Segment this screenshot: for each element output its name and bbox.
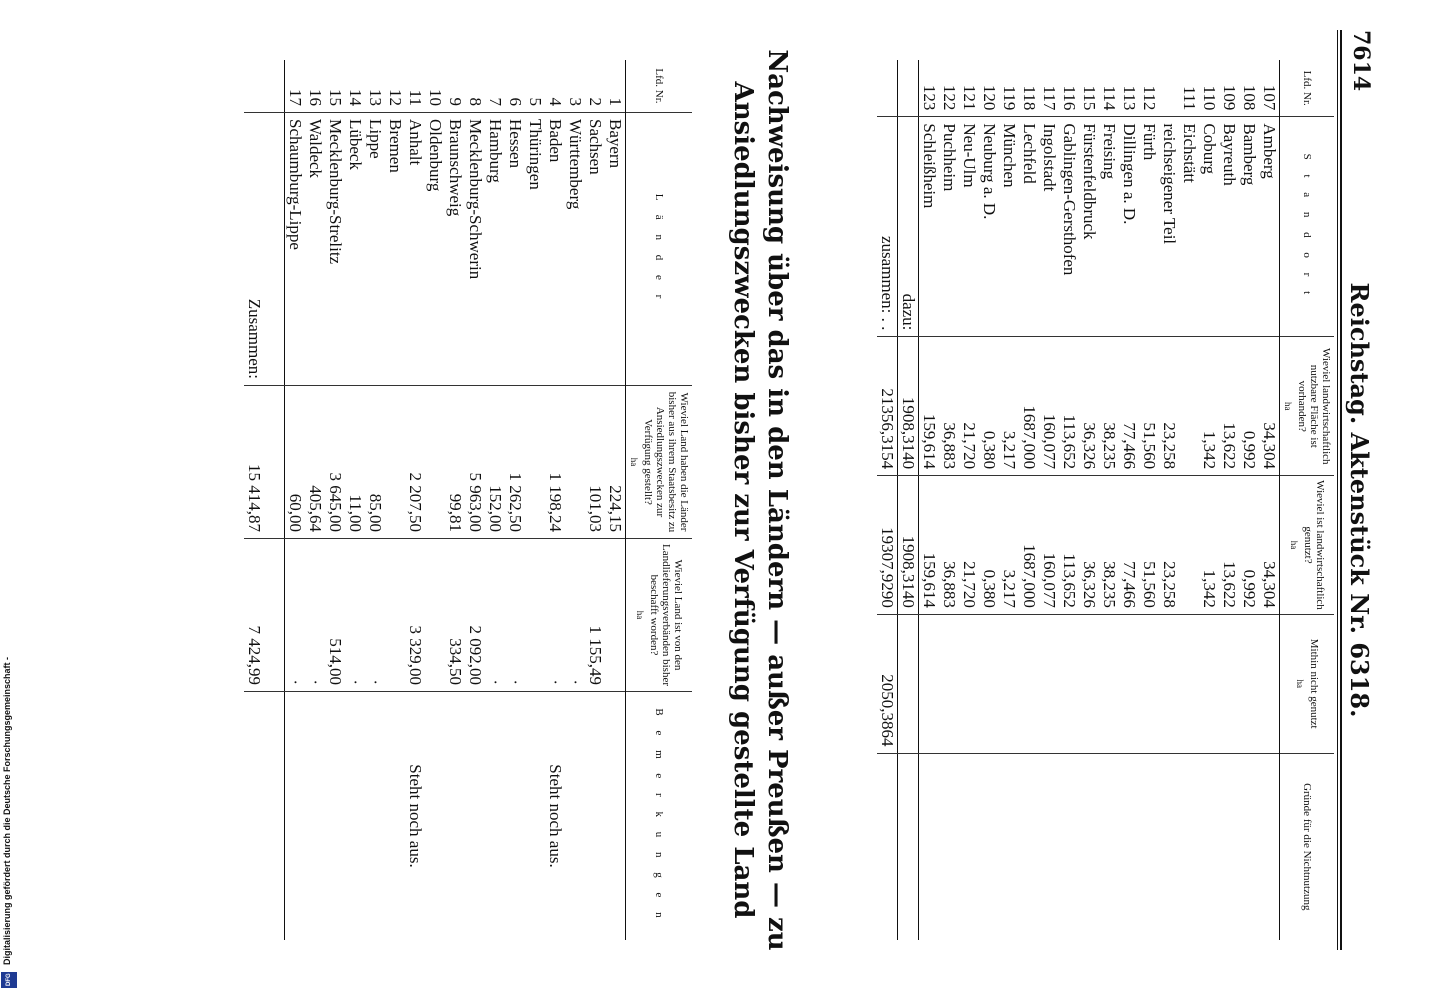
cell-land: Hamburg bbox=[485, 113, 505, 386]
cell-remark bbox=[285, 692, 306, 941]
col-remarks: B e m e r k u n g e n bbox=[626, 692, 693, 941]
cell-remark bbox=[585, 692, 605, 941]
footer-text: Digitalisierung gefördert durch die Deutsche Forschungsgemeinschaft - bbox=[2, 656, 12, 965]
table-row bbox=[565, 60, 585, 940]
sum-row bbox=[244, 60, 285, 940]
cell-standort: reichseigener Teil bbox=[1159, 117, 1179, 337]
cell-area: 77,466 bbox=[1119, 337, 1139, 476]
table-row bbox=[405, 60, 425, 940]
cell-remark bbox=[445, 692, 465, 941]
cell-area: 36,883 bbox=[939, 337, 959, 476]
cell-procured: 2 092,00 bbox=[465, 539, 485, 692]
page-header bbox=[1342, 0, 1382, 1000]
table-row bbox=[465, 60, 485, 940]
cell-used: 51,560 bbox=[1139, 476, 1159, 615]
cell-standort: Ingolstadt bbox=[1039, 117, 1059, 337]
cell-used: 77,466 bbox=[1119, 476, 1139, 615]
unit-label: ha bbox=[1283, 402, 1293, 411]
unit-label: ha bbox=[1289, 540, 1299, 550]
cell-given: 5 963,00 bbox=[465, 386, 485, 539]
cell-nr: 120 bbox=[980, 84, 999, 111]
cell-nr bbox=[244, 60, 285, 113]
header-rule-thin bbox=[1337, 30, 1338, 950]
cell-remark bbox=[565, 692, 585, 941]
col-procured bbox=[626, 539, 693, 692]
cell-nr: 121 bbox=[960, 84, 979, 111]
header-rule bbox=[1340, 30, 1342, 950]
cell-land: Bremen bbox=[385, 113, 405, 386]
cell-not-used bbox=[1079, 614, 1099, 753]
table-row bbox=[525, 60, 545, 940]
cell-nr: 111 bbox=[1180, 86, 1199, 111]
cell-procured: · bbox=[485, 539, 505, 692]
cell-land: Mecklenburg-Strelitz bbox=[325, 113, 345, 386]
cell-given: 11,00 bbox=[345, 386, 365, 539]
laender-table-header bbox=[626, 60, 693, 940]
cell-nr: 113 bbox=[1120, 85, 1139, 111]
cell-nr: 117 bbox=[1040, 85, 1059, 111]
cell-reason bbox=[1239, 753, 1259, 940]
cell-given: 60,00 bbox=[285, 386, 306, 539]
cell-remark: Steht noch aus. bbox=[405, 692, 425, 941]
cell-nr: 12 bbox=[386, 89, 405, 106]
cell-standort: Eichstätt bbox=[1179, 117, 1199, 337]
table-row bbox=[1219, 60, 1239, 940]
cell-standort: Freising bbox=[1099, 117, 1119, 337]
cell-procured: 3 329,00 bbox=[405, 539, 425, 692]
cell-land: Schaumburg-Lippe bbox=[285, 113, 306, 386]
cell-nr: 123 bbox=[920, 84, 939, 111]
cell-not-used bbox=[1159, 614, 1179, 753]
cell-procured bbox=[425, 539, 445, 692]
cell-used: 0,380 bbox=[979, 476, 999, 615]
cell-reason bbox=[979, 753, 999, 940]
cell-area bbox=[1179, 337, 1199, 476]
cell-land: Hessen bbox=[505, 113, 525, 386]
cell-remark bbox=[505, 692, 525, 941]
cell-nr: 3 bbox=[566, 97, 585, 106]
cell-reason bbox=[1099, 753, 1119, 940]
unit-label: ha bbox=[1295, 679, 1305, 688]
table-row bbox=[325, 60, 345, 940]
table-row bbox=[605, 60, 626, 940]
cell-nr: 114 bbox=[1100, 85, 1119, 111]
unit-label: ha bbox=[635, 610, 645, 620]
col-given bbox=[626, 386, 693, 539]
col-given-label: Wieviel Land haben die Länder bisher aus ihrem Staatsbesitz zu Ansiedlungszwecken zur Verfügung gestellt? bbox=[642, 391, 690, 533]
cell-nr: 110 bbox=[1200, 85, 1219, 111]
table-row bbox=[305, 60, 325, 940]
cell-land: Oldenburg bbox=[425, 113, 445, 386]
cell-land: Baden bbox=[545, 113, 565, 386]
cell-land: Waldeck bbox=[305, 113, 325, 386]
standort-table-body bbox=[877, 60, 1280, 940]
cell-nr bbox=[898, 60, 919, 117]
cell-given: 152,00 bbox=[485, 386, 505, 539]
standort-table bbox=[877, 60, 1334, 940]
cell-not-used bbox=[1119, 614, 1139, 753]
table-row bbox=[919, 60, 940, 940]
cell-used: 23,258 bbox=[1159, 476, 1179, 615]
cell-area: 113,652 bbox=[1059, 337, 1079, 476]
page-title: Reichstag. Aktenstück Nr. 6318. bbox=[1345, 282, 1374, 718]
cell-used: 1687,000 bbox=[1019, 476, 1039, 615]
cell-not-used bbox=[1039, 614, 1059, 753]
cell-procured: · bbox=[285, 539, 306, 692]
cell-area: 3,217 bbox=[999, 337, 1019, 476]
table-row bbox=[1239, 60, 1259, 940]
table-row bbox=[365, 60, 385, 940]
cell-nr: 1 bbox=[606, 97, 625, 106]
cell-remark bbox=[465, 692, 485, 941]
table-row bbox=[1119, 60, 1139, 940]
cell-standort: Puchheim bbox=[939, 117, 959, 337]
cell-used: 1,342 bbox=[1199, 476, 1219, 615]
cell-given: 224,15 bbox=[605, 386, 626, 539]
cell-procured: · bbox=[305, 539, 325, 692]
cell-given: 85,00 bbox=[365, 386, 385, 539]
cell-not-used bbox=[999, 614, 1019, 753]
cell-standort: München bbox=[999, 117, 1019, 337]
cell-reason bbox=[999, 753, 1019, 940]
cell-reason bbox=[1039, 753, 1059, 940]
cell-standort: Gablingen-Gersthofen bbox=[1059, 117, 1079, 337]
subtotal-label: dazu: bbox=[898, 117, 919, 337]
col-area bbox=[1280, 337, 1335, 476]
cell-remark bbox=[485, 692, 505, 941]
col-nr: Lfd. Nr. bbox=[626, 60, 693, 113]
total-not-used: 2050,3864 bbox=[877, 614, 898, 753]
table-row bbox=[959, 60, 979, 940]
laender-table bbox=[244, 60, 692, 940]
cell-used: 36,326 bbox=[1079, 476, 1099, 615]
cell-land: Württemberg bbox=[565, 113, 585, 386]
cell-given bbox=[425, 386, 445, 539]
cell-nr: 15 bbox=[326, 89, 345, 106]
cell-standort: Bayreuth bbox=[1219, 117, 1239, 337]
cell-procured: · bbox=[365, 539, 385, 692]
cell-reason bbox=[959, 753, 979, 940]
cell-nr: 11 bbox=[406, 89, 425, 106]
cell-reason bbox=[1199, 753, 1219, 940]
cell-not-used bbox=[1259, 614, 1280, 753]
cell-standort: Fürstenfeldbruck bbox=[1079, 117, 1099, 337]
cell-remark bbox=[385, 692, 405, 941]
cell-given: 1 198,24 bbox=[545, 386, 565, 539]
cell-given: 3 645,00 bbox=[325, 386, 345, 539]
cell-nr: 16 bbox=[306, 89, 325, 106]
table-row bbox=[385, 60, 405, 940]
table-row bbox=[485, 60, 505, 940]
cell-used bbox=[1179, 476, 1199, 615]
table-row bbox=[1019, 60, 1039, 940]
total-area: 21356,3154 bbox=[877, 337, 898, 476]
cell-reason bbox=[1059, 753, 1079, 940]
cell-procured: · bbox=[565, 539, 585, 692]
total-row bbox=[877, 60, 898, 940]
cell-remark bbox=[425, 692, 445, 941]
cell-procured: · bbox=[505, 539, 525, 692]
cell-procured: 334,50 bbox=[445, 539, 465, 692]
cell-land: Lübeck bbox=[345, 113, 365, 386]
subtotal-row bbox=[898, 60, 919, 940]
cell-reason bbox=[1019, 753, 1039, 940]
cell-nr: 5 bbox=[526, 97, 545, 106]
cell-land: Braunschweig bbox=[445, 113, 465, 386]
cell-nr: 8 bbox=[466, 97, 485, 106]
cell-land: Lippe bbox=[365, 113, 385, 386]
table-row bbox=[1059, 60, 1079, 940]
subtotal-used: 1908,3140 bbox=[898, 476, 919, 615]
table-row bbox=[1099, 60, 1119, 940]
dfg-footer bbox=[0, 580, 20, 990]
cell-used: 13,622 bbox=[1219, 476, 1239, 615]
cell-land: Thüringen bbox=[525, 113, 545, 386]
cell-nr bbox=[877, 60, 898, 117]
cell-reason bbox=[919, 753, 940, 940]
cell-not-used bbox=[1019, 614, 1039, 753]
table-row bbox=[1079, 60, 1099, 940]
col-used-label: Wieviel ist landwirtschaftlich genutzt? bbox=[1302, 480, 1326, 610]
cell-nr: 118 bbox=[1020, 85, 1039, 111]
total-label: zusammen: . . bbox=[877, 117, 898, 337]
cell-nr: 9 bbox=[446, 97, 465, 106]
sum-given: 15 414,87 bbox=[244, 386, 285, 539]
cell-area: 34,304 bbox=[1259, 337, 1280, 476]
cell-given: 405,64 bbox=[305, 386, 325, 539]
table-row bbox=[1199, 60, 1219, 940]
cell-standort: Lechfeld bbox=[1019, 117, 1039, 337]
cell-given: 101,03 bbox=[585, 386, 605, 539]
cell-nr: 6 bbox=[506, 97, 525, 106]
cell-nr: 115 bbox=[1080, 85, 1099, 111]
cell-remark: Steht noch aus. bbox=[545, 692, 565, 941]
cell-standort: Neuburg a. D. bbox=[979, 117, 999, 337]
cell-area: 36,326 bbox=[1079, 337, 1099, 476]
cell-empty bbox=[877, 753, 898, 940]
sum-procured: 7 424,99 bbox=[244, 539, 285, 692]
cell-nr: 2 bbox=[586, 97, 605, 106]
cell-reason bbox=[1219, 753, 1239, 940]
table-row bbox=[425, 60, 445, 940]
cell-used: 3,217 bbox=[999, 476, 1019, 615]
cell-nr: 112 bbox=[1140, 85, 1159, 111]
table-row bbox=[999, 60, 1019, 940]
cell-area: 1,342 bbox=[1199, 337, 1219, 476]
cell-procured: · bbox=[345, 539, 365, 692]
col-not-used-label: Mithin nicht genutzt bbox=[1308, 638, 1320, 729]
cell-reason bbox=[1179, 753, 1199, 940]
subtotal-area: 1908,3140 bbox=[898, 337, 919, 476]
cell-area: 0,380 bbox=[979, 337, 999, 476]
cell-nr: 4 bbox=[546, 97, 565, 106]
cell-standort: Coburg bbox=[1199, 117, 1219, 337]
cell-nr: 17 bbox=[286, 89, 305, 106]
cell-not-used bbox=[1199, 614, 1219, 753]
cell-area: 23,258 bbox=[1159, 337, 1179, 476]
cell-used: 113,652 bbox=[1059, 476, 1079, 615]
cell-given: 1 262,50 bbox=[505, 386, 525, 539]
table-row bbox=[1259, 60, 1280, 940]
cell-empty bbox=[244, 692, 285, 941]
cell-empty bbox=[898, 614, 919, 753]
cell-nr: 13 bbox=[366, 89, 385, 106]
cell-area: 0,992 bbox=[1239, 337, 1259, 476]
table-row bbox=[285, 60, 306, 940]
cell-remark bbox=[605, 692, 626, 941]
cell-remark bbox=[325, 692, 345, 941]
col-reasons: Gründe für die Nichtnutzung bbox=[1280, 753, 1335, 940]
cell-standort: Bamberg bbox=[1239, 117, 1259, 337]
cell-area: 159,614 bbox=[919, 337, 940, 476]
cell-land: Anhalt bbox=[405, 113, 425, 386]
table-row bbox=[445, 60, 465, 940]
cell-remark bbox=[345, 692, 365, 941]
cell-nr: 10 bbox=[426, 89, 445, 106]
cell-reason bbox=[1139, 753, 1159, 940]
cell-procured bbox=[605, 539, 626, 692]
cell-nr: 7 bbox=[486, 97, 505, 106]
cell-area: 38,235 bbox=[1099, 337, 1119, 476]
section-heading: Nachweisung über das in den Ländern — außer Preußen — zu Ansiedlungszwecken bisher zur Verfügung gestellte Land bbox=[728, 49, 792, 951]
cell-land: Mecklenburg-Schwerin bbox=[465, 113, 485, 386]
cell-procured: 514,00 bbox=[325, 539, 345, 692]
cell-land: Sachsen bbox=[585, 113, 605, 386]
cell-used: 159,614 bbox=[919, 476, 940, 615]
cell-used: 160,077 bbox=[1039, 476, 1059, 615]
cell-not-used bbox=[1139, 614, 1159, 753]
cell-standort: Fürth bbox=[1139, 117, 1159, 337]
col-standort: S t a n d o r t bbox=[1280, 117, 1335, 337]
table-row bbox=[1139, 60, 1159, 940]
cell-nr: 122 bbox=[940, 84, 959, 111]
cell-used: 38,235 bbox=[1099, 476, 1119, 615]
table-row bbox=[345, 60, 365, 940]
laender-table-body bbox=[244, 60, 626, 940]
standort-table-header bbox=[1280, 60, 1335, 940]
cell-nr: 116 bbox=[1060, 85, 1079, 111]
cell-not-used bbox=[939, 614, 959, 753]
cell-used: 0,992 bbox=[1239, 476, 1259, 615]
cell-not-used bbox=[1239, 614, 1259, 753]
cell-nr: 109 bbox=[1220, 84, 1239, 111]
cell-not-used bbox=[919, 614, 940, 753]
cell-area: 13,622 bbox=[1219, 337, 1239, 476]
cell-used: 34,304 bbox=[1259, 476, 1280, 615]
cell-procured: 1 155,49 bbox=[585, 539, 605, 692]
cell-procured bbox=[525, 539, 545, 692]
cell-area: 21,720 bbox=[959, 337, 979, 476]
cell-reason bbox=[1079, 753, 1099, 940]
cell-given bbox=[385, 386, 405, 539]
cell-not-used bbox=[1179, 614, 1199, 753]
cell-standort: Amberg bbox=[1259, 117, 1280, 337]
cell-area: 51,560 bbox=[1139, 337, 1159, 476]
col-laender: L ä n d e r bbox=[626, 113, 693, 386]
cell-reason bbox=[1259, 753, 1280, 940]
cell-remark bbox=[305, 692, 325, 941]
cell-land: Bayern bbox=[605, 113, 626, 386]
cell-area: 160,077 bbox=[1039, 337, 1059, 476]
cell-not-used bbox=[959, 614, 979, 753]
cell-nr: 107 bbox=[1260, 84, 1279, 111]
table-row bbox=[979, 60, 999, 940]
table-row bbox=[1039, 60, 1059, 940]
col-used bbox=[1280, 476, 1335, 615]
dfg-logo: DFG bbox=[1, 972, 17, 988]
table-row bbox=[1179, 60, 1199, 940]
cell-given bbox=[565, 386, 585, 539]
table-row bbox=[545, 60, 565, 940]
col-nr: Lfd. Nr. bbox=[1280, 60, 1335, 117]
col-not-used bbox=[1280, 614, 1335, 753]
cell-used: 36,883 bbox=[939, 476, 959, 615]
table-row bbox=[1159, 60, 1179, 940]
cell-standort: Dillingen a. D. bbox=[1119, 117, 1139, 337]
unit-label: ha bbox=[629, 457, 639, 467]
cell-reason bbox=[1159, 753, 1179, 940]
table-row bbox=[585, 60, 605, 940]
cell-standort: Neu-Ulm bbox=[959, 117, 979, 337]
cell-reason bbox=[1119, 753, 1139, 940]
total-used: 19307,9290 bbox=[877, 476, 898, 615]
page-number: 7614 bbox=[1348, 30, 1374, 92]
sum-label: Zusammen: bbox=[244, 113, 285, 386]
cell-procured: · bbox=[545, 539, 565, 692]
cell-nr bbox=[1159, 60, 1179, 117]
cell-not-used bbox=[979, 614, 999, 753]
col-area-label: Wieviel landwirtschaftlich nutzbare Fläche ist vorhanden? bbox=[1296, 347, 1332, 465]
cell-given: 99,81 bbox=[445, 386, 465, 539]
table-row bbox=[939, 60, 959, 940]
cell-remark bbox=[525, 692, 545, 941]
cell-not-used bbox=[1059, 614, 1079, 753]
cell-nr: 119 bbox=[1000, 85, 1019, 111]
cell-given: 2 207,50 bbox=[405, 386, 425, 539]
cell-standort: Schleißheim bbox=[919, 117, 940, 337]
cell-not-used bbox=[1219, 614, 1239, 753]
col-procured-label: Wieviel Land ist von den Landlieferungsverbänden bisher beschafft worden? bbox=[648, 543, 684, 687]
cell-used: 21,720 bbox=[959, 476, 979, 615]
cell-area: 1687,000 bbox=[1019, 337, 1039, 476]
cell-nr: 14 bbox=[346, 89, 365, 106]
cell-empty bbox=[898, 753, 919, 940]
cell-remark bbox=[365, 692, 385, 941]
cell-procured bbox=[385, 539, 405, 692]
cell-given bbox=[525, 386, 545, 539]
cell-not-used bbox=[1099, 614, 1119, 753]
cell-nr: 108 bbox=[1240, 84, 1259, 111]
cell-reason bbox=[939, 753, 959, 940]
table-row bbox=[505, 60, 525, 940]
